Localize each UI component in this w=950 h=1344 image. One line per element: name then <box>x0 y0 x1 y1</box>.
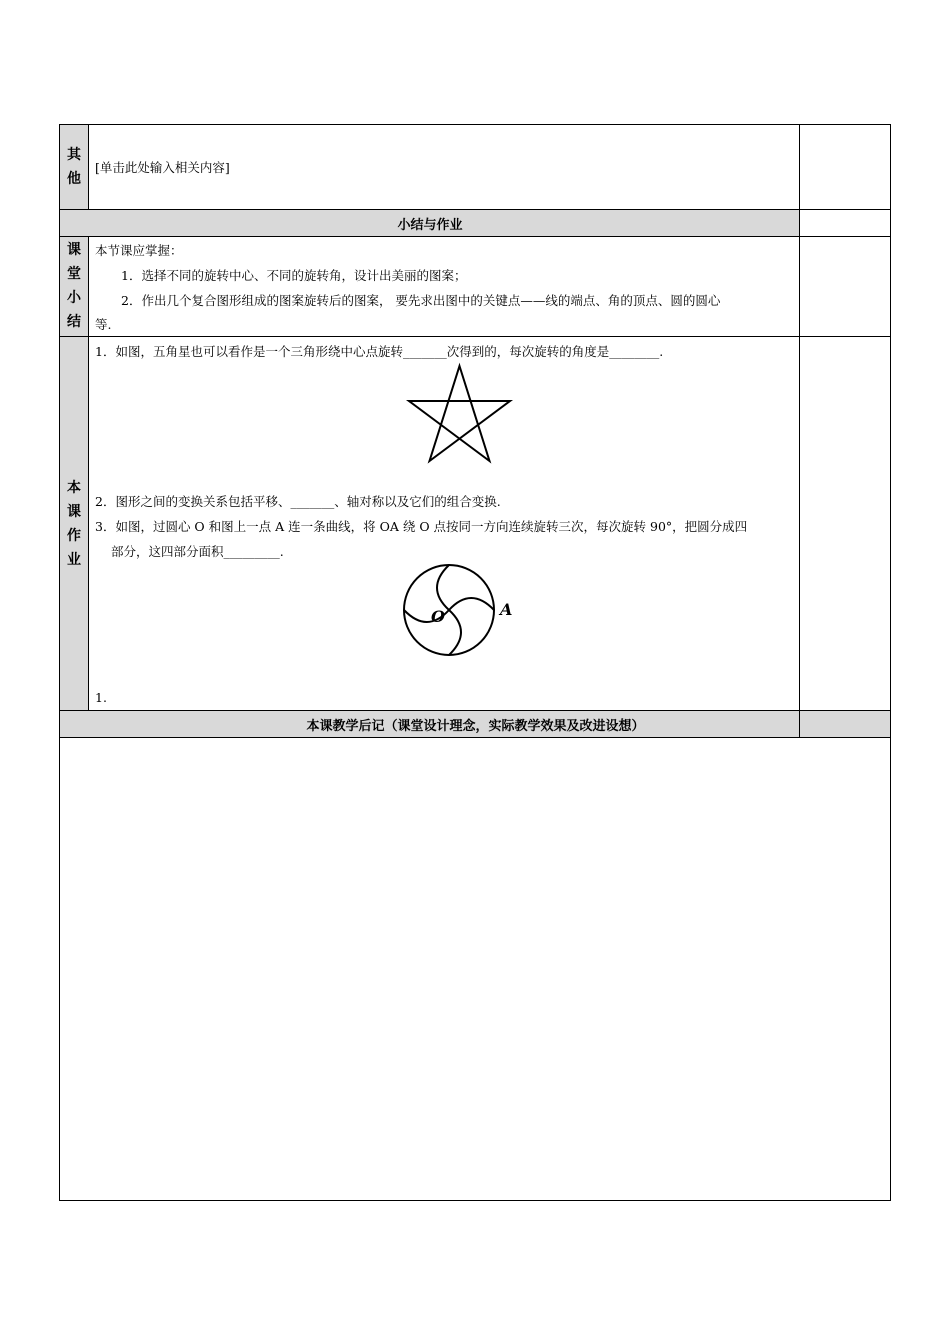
label-char: 业 <box>67 552 81 568</box>
label-char: 本 <box>67 480 81 496</box>
homework-question-2: 2．图形之间的变换关系包括平移、_______、轴对称以及它们的组合变换. <box>95 494 501 509</box>
curve-top <box>437 565 449 610</box>
center-label-o: O <box>431 607 445 626</box>
row-divider <box>59 710 891 711</box>
label-char: 课 <box>67 242 81 258</box>
homework-question-3-cont: 部分，这四部分面积_________. <box>111 544 284 559</box>
divided-circle-figure <box>396 558 526 660</box>
curve-bottom <box>449 610 461 655</box>
summary-point-2: 2．作出几个复合图形组成的图案旋转后的图案， 要先求出图中的关键点——线的端点、角的顶点、圆的圆心 <box>121 293 721 308</box>
homework-question-1: 1．如图，五角星也可以看作是一个三角形绕中心点旋转_______次得到的，每次旋转的角度是________. <box>95 344 664 359</box>
summary-point-1: 1．选择不同的旋转中心、不同的旋转角，设计出美丽的图案； <box>121 268 467 283</box>
label-char: 堂 <box>67 266 81 282</box>
table-border-right <box>890 124 891 1201</box>
homework-question-3: 3．如图，过圆心 O 和图上一点 A 连一条曲线，将 OA 绕 O 点按同一方向连续旋转三次，每次旋转 90°，把圆分成四 <box>95 519 748 534</box>
column-divider <box>88 124 89 210</box>
other-label <box>60 143 88 191</box>
pentagram-star <box>409 366 510 461</box>
class-summary-label <box>60 238 88 334</box>
row-divider <box>59 209 891 210</box>
reflection-content-area[interactable] <box>60 738 890 1200</box>
label-char: 他 <box>67 171 81 187</box>
row-divider <box>59 236 891 237</box>
label-char: 其 <box>67 147 81 163</box>
row-divider <box>59 336 891 337</box>
label-char: 小 <box>67 290 81 306</box>
summary-point-2-cont: 等. <box>95 317 112 332</box>
content-placeholder[interactable]: [单击此处输入相关内容] <box>95 160 230 175</box>
summary-header: 小结与作业 <box>397 218 463 233</box>
pentagram-figure <box>400 360 520 466</box>
reflection-header: 本课教学后记（课堂设计理念，实际教学效果及改进设想） <box>306 719 645 734</box>
table-border-bottom <box>59 1200 891 1201</box>
table-border-top <box>59 124 891 125</box>
point-label-a: A <box>500 600 513 619</box>
curve-to-a <box>449 598 494 610</box>
homework-trailing-item: 1. <box>95 690 107 705</box>
label-char: 作 <box>67 528 81 544</box>
label-char: 结 <box>67 314 81 330</box>
column-divider <box>88 236 89 710</box>
label-char: 课 <box>67 504 81 520</box>
homework-label <box>60 476 88 572</box>
summary-intro: 本节课应掌握： <box>95 243 183 258</box>
